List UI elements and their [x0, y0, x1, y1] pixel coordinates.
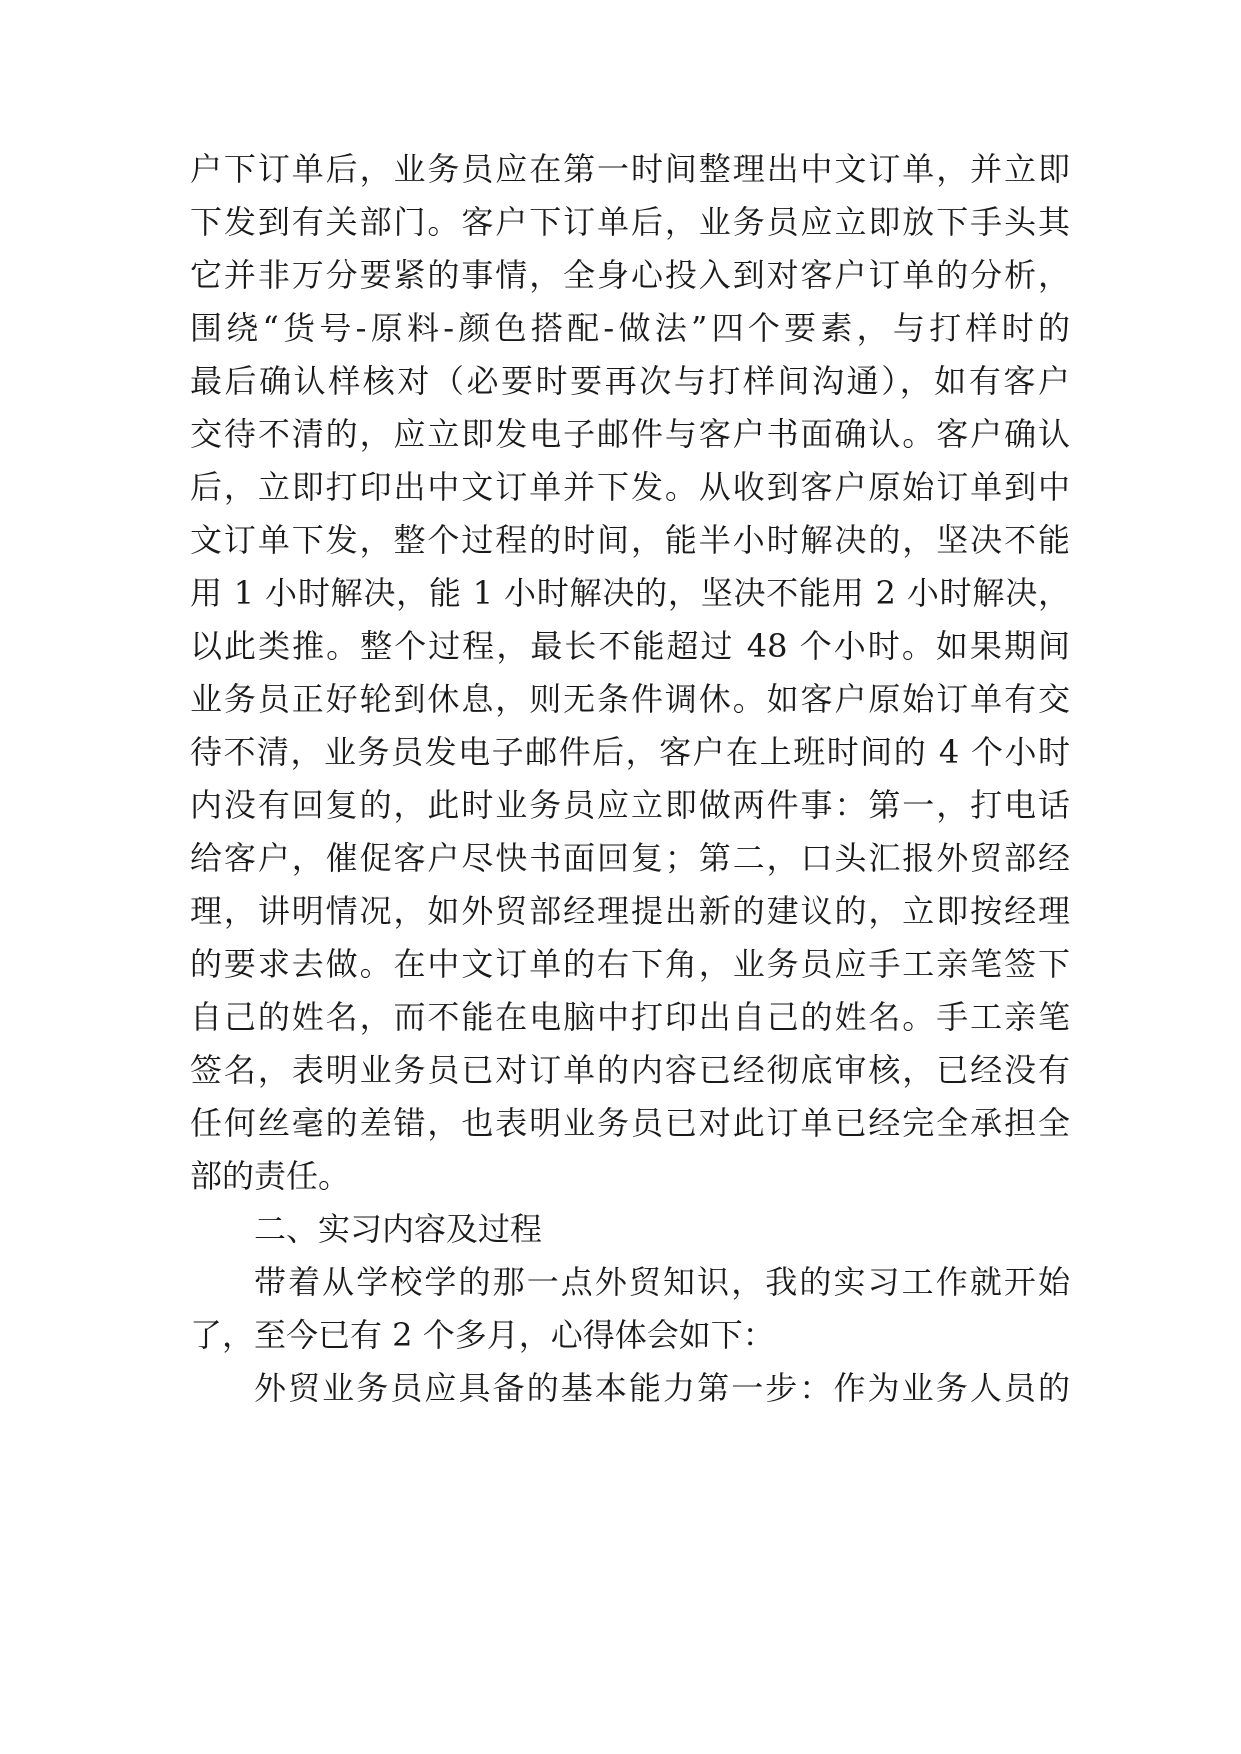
text-line: 最后确认样核对（必要时要再次与打样间沟通），如有客户 — [190, 362, 1070, 400]
text-line: 任何丝毫的差错，也表明业务员已对此订单已经完全承担全 — [190, 1104, 1070, 1142]
text-line: 围绕“货号-原料-颜色搭配-做法”四个要素，与打样时的 — [190, 309, 1070, 347]
text-line: 以此类推。整个过程，最长不能超过 48 个小时。如果期间 — [190, 627, 1070, 665]
text-line: 内没有回复的，此时业务员应立即做两件事：第一，打电话 — [190, 786, 1070, 824]
text-line: 文订单下发，整个过程的时间，能半小时解决的，坚决不能 — [190, 521, 1070, 559]
text-line: 外贸业务员应具备的基本能力第一步：作为业务人员的 — [254, 1369, 1070, 1407]
text-line: 了，至今已有 2 个多月，心得体会如下： — [190, 1316, 775, 1354]
text-line: 带着从学校学的那一点外贸知识，我的实习工作就开始 — [254, 1263, 1070, 1301]
text-line: 业务员正好轮到休息，则无条件调休。如客户原始订单有交 — [190, 680, 1070, 718]
text-line: 户下订单后，业务员应在第一时间整理出中文订单，并立即 — [190, 150, 1070, 188]
text-line: 给客户，催促客户尽快书面回复；第二，口头汇报外贸部经 — [190, 839, 1070, 877]
text-line: 待不清，业务员发电子邮件后，客户在上班时间的 4 个小时 — [190, 733, 1070, 771]
text-line: 它并非万分要紧的事情，全身心投入到对客户订单的分析， — [190, 256, 1070, 294]
text-line: 自己的姓名，而不能在电脑中打印出自己的姓名。手工亲笔 — [190, 998, 1070, 1036]
text-line: 签名，表明业务员已对订单的内容已经彻底审核，已经没有 — [190, 1051, 1070, 1089]
text-line: 下发到有关部门。客户下订单后，业务员应立即放下手头其 — [190, 203, 1070, 241]
section-heading: 二、实习内容及过程 — [254, 1210, 543, 1248]
text-line: 部的责任。 — [190, 1157, 351, 1195]
text-line: 交待不清的，应立即发电子邮件与客户书面确认。客户确认 — [190, 415, 1070, 453]
text-line: 用 1 小时解决，能 1 小时解决的，坚决不能用 2 小时解决， — [190, 574, 1070, 612]
text-line: 后，立即打印出中文订单并下发。从收到客户原始订单到中 — [190, 468, 1070, 506]
text-line: 理，讲明情况，如外贸部经理提出新的建议的，立即按经理 — [190, 892, 1070, 930]
text-line: 的要求去做。在中文订单的右下角，业务员应手工亲笔签下 — [190, 945, 1070, 983]
